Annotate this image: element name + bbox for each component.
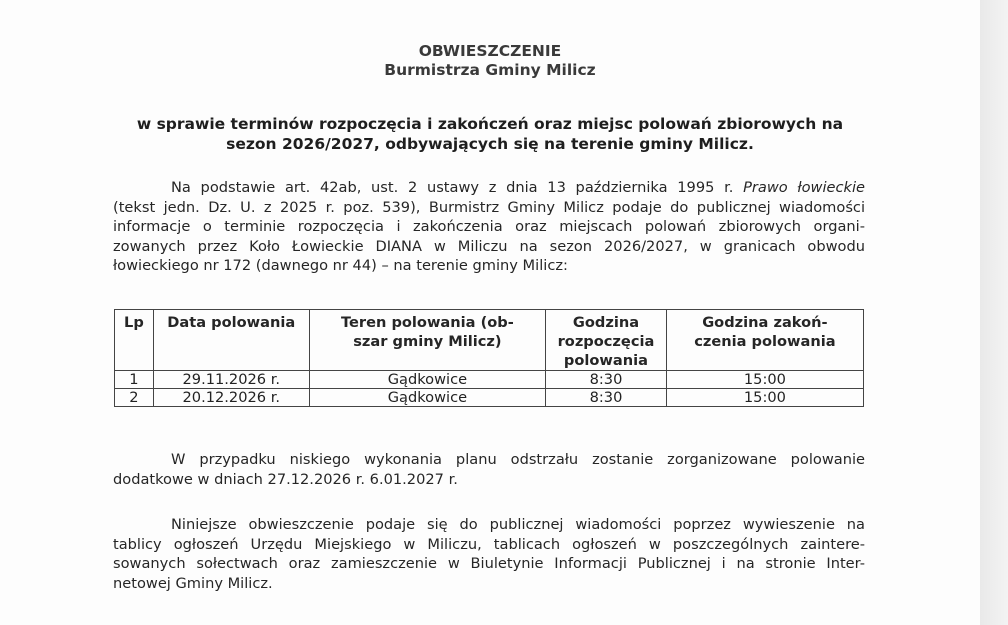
cell-date: 20.12.2026 r. — [153, 389, 309, 407]
cell-end: 15:00 — [666, 371, 863, 389]
additional-text: W przypadku niskiego wykonania planu odstrzału zostanie zorganizowane polowanie — [171, 451, 865, 468]
header-end-line: czenia polowania — [694, 333, 836, 350]
hunts-table — [114, 309, 864, 407]
cell-lp: 2 — [115, 389, 154, 407]
header-start-line: rozpoczęcia — [557, 333, 655, 350]
subject-line: w sprawie terminów rozpoczęcia i zakończeń oraz miejsc polowań zbiorowych na — [136, 115, 844, 133]
page-edge — [980, 0, 1008, 625]
cell-start: 8:30 — [546, 371, 667, 389]
intro-line — [113, 178, 865, 198]
intro-paragraph — [113, 178, 865, 276]
header-end-time — [666, 310, 863, 371]
header-start-line: Godzina — [572, 314, 640, 331]
document-issuer: Burmistrza Gminy Milicz — [384, 61, 596, 79]
act-title: Prawo łowieckie — [743, 179, 866, 196]
table-header-row — [115, 310, 864, 371]
header-start-time — [546, 310, 667, 371]
intro-line: informacje o terminie rozpoczęcia i zakończenia oraz miejscach polowań zbiorowych organi- — [113, 218, 865, 235]
table-row — [115, 389, 864, 407]
cell-lp: 1 — [115, 371, 154, 389]
header-end-line: Godzina zakoń- — [702, 314, 828, 331]
header-area-line: szar gminy Milicz) — [353, 333, 502, 350]
intro-line: łowieckiego nr 172 (dawnego nr 44) – na terenie gminy Milicz: — [113, 257, 568, 274]
header-area — [309, 310, 545, 371]
header-lp: Lp — [115, 310, 154, 371]
table-row — [115, 371, 864, 389]
header-area-line: Teren polowania (ob- — [340, 314, 514, 331]
header-date: Data polowania — [153, 310, 309, 371]
additional-line — [113, 450, 865, 470]
closing-line — [113, 515, 865, 535]
cell-start: 8:30 — [546, 389, 667, 407]
cell-area: Gądkowice — [309, 371, 545, 389]
document-title: OBWIESZCZENIE — [418, 42, 562, 60]
closing-text: Niniejsze obwieszczenie podaje się do publicznej wiadomości poprzez wywieszenie na — [171, 516, 865, 533]
closing-line: tablicy ogłoszeń Urzędu Miejskiego w Miliczu, tablicach ogłoszeń w poszczególnych zaintere- — [113, 535, 865, 553]
additional-line: dodatkowe w dniach 27.12.2026 r. 6.01.2027 r. — [113, 470, 458, 488]
closing-line: sowanych sołectwach oraz zamieszczenie w Biuletynie Informacji Publicznej i na stronie Inter- — [113, 555, 865, 572]
closing-line: netowej Gminy Milicz. — [113, 574, 273, 592]
subject-line: sezon 2026/2027, odbywających się na terenie gminy Milicz. — [226, 135, 754, 153]
cell-area: Gądkowice — [309, 389, 545, 407]
cell-date: 29.11.2026 r. — [153, 371, 309, 389]
intro-text: Na podstawie art. 42ab, ust. 2 ustawy z dnia 13 października 1995 r. — [171, 179, 734, 196]
intro-line: zowanych przez Koło Łowieckie DIANA w Miliczu na sezon 2026/2027, w granicach obwodu — [113, 237, 865, 255]
additional-paragraph — [113, 450, 865, 489]
closing-paragraph — [113, 515, 865, 593]
cell-end: 15:00 — [666, 389, 863, 407]
header-start-line: polowania — [563, 352, 648, 369]
intro-line: (tekst jedn. Dz. U. z 2025 r. poz. 539), Burmistrz Gminy Milicz podaje do publicznej wiadomości — [113, 198, 865, 216]
document-subject — [110, 114, 870, 154]
